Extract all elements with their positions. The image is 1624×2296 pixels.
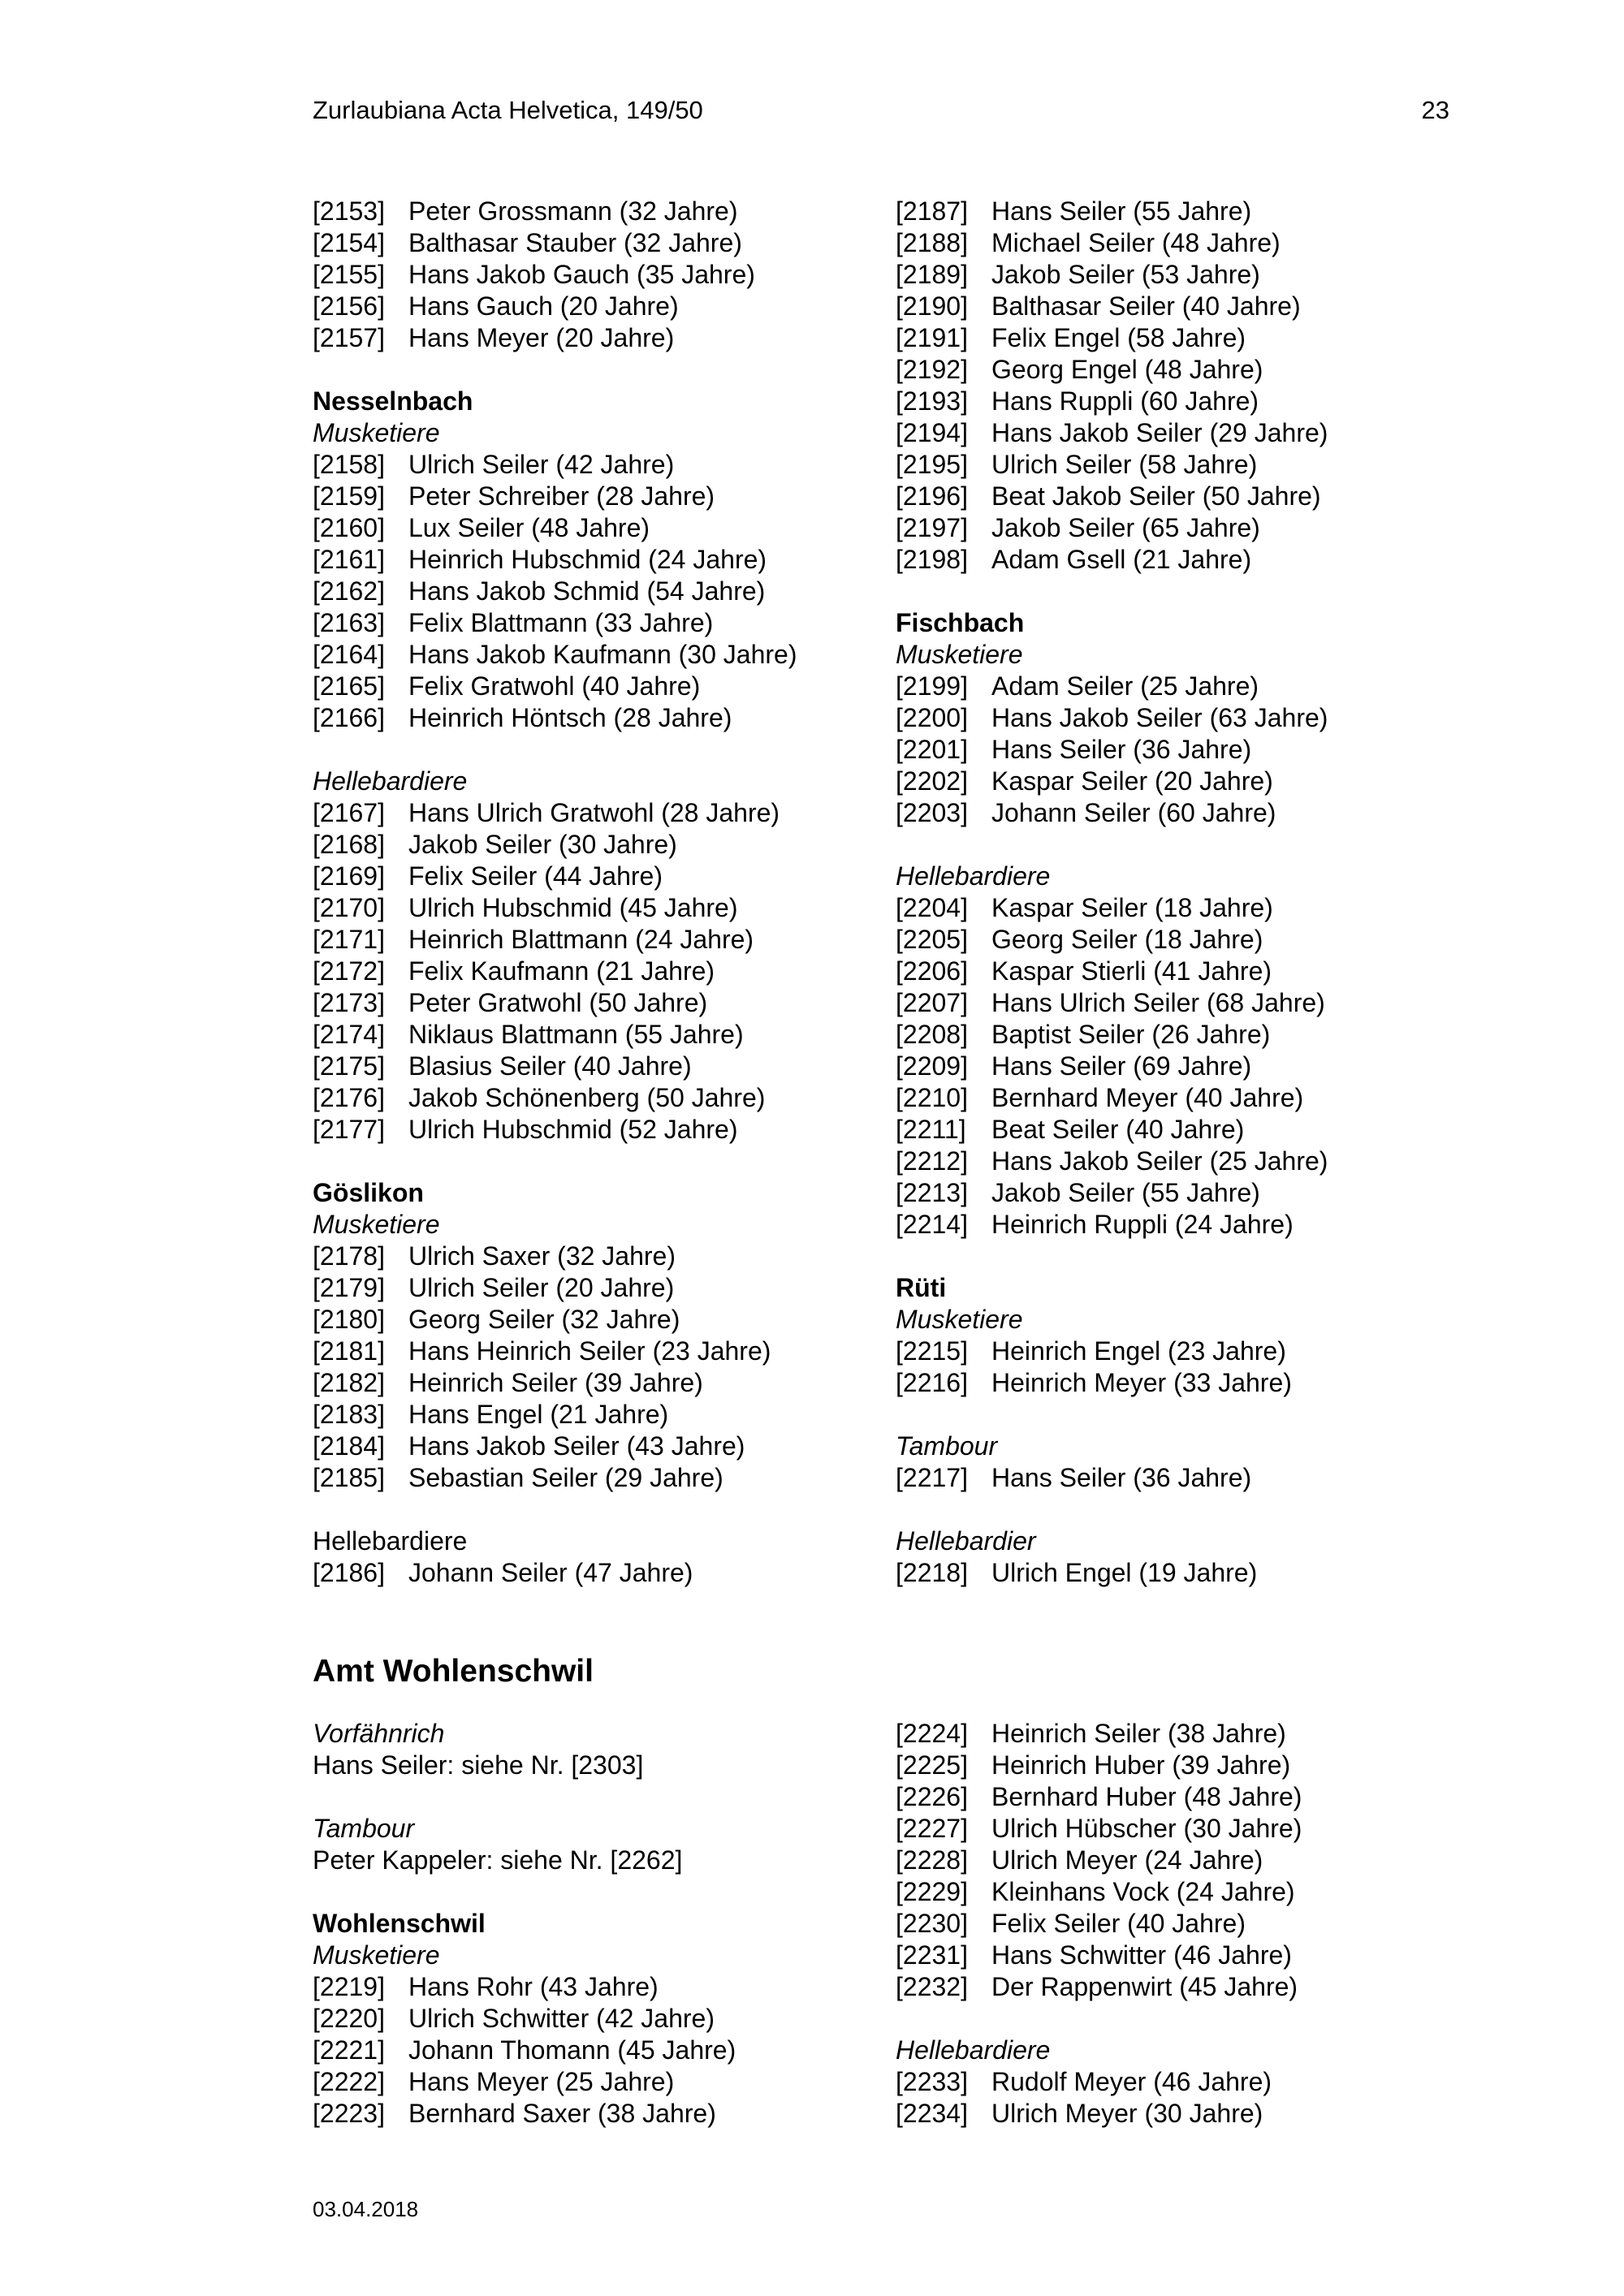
footer-date: 03.04.2018 [313,2197,419,2221]
list-item: [2228] Ulrich Meyer (24 Jahre) [896,1845,1263,1875]
list-item: [2193] Hans Ruppli (60 Jahre) [896,386,1259,416]
list-item: [2234] Ulrich Meyer (30 Jahre) [896,2099,1263,2128]
list-item: [2200] Hans Jakob Seiler (63 Jahre) [896,703,1328,732]
list-item: [2181] Hans Heinrich Seiler (23 Jahre) [313,1336,771,1366]
list-item: [2165] Felix Gratwohl (40 Jahre) [313,671,701,701]
list-item: [2231] Hans Schwitter (46 Jahre) [896,1940,1292,1970]
list-item: [2191] Felix Engel (58 Jahre) [896,323,1246,352]
list-item: [2218] Ulrich Engel (19 Jahre) [896,1558,1258,1587]
list-item: [2169] Felix Seiler (44 Jahre) [313,861,663,891]
right-column [896,196,1448,1589]
list-item: [2170] Ulrich Hubschmid (45 Jahre) [313,893,738,922]
list-item: [2225] Heinrich Huber (39 Jahre) [896,1750,1291,1780]
list-item: [2153] Peter Grossmann (32 Jahre) [313,196,738,226]
list-item: [2178] Ulrich Saxer (32 Jahre) [313,1241,676,1271]
role-heading: Musketiere [313,1940,440,1970]
page-header [313,96,1449,135]
role-heading: Hellebardiere [313,1526,468,1556]
place-heading: Fischbach [896,608,1025,637]
list-item: [2164] Hans Jakob Kaufmann (30 Jahre) [313,640,797,669]
list-item: [2232] Der Rappenwirt (45 Jahre) [896,1972,1298,2001]
list-item: [2173] Peter Gratwohl (50 Jahre) [313,988,708,1017]
list-item: [2160] Lux Seiler (48 Jahre) [313,513,650,542]
place-heading: Rüti [896,1273,947,1302]
role-heading: Hellebardiere [313,766,468,796]
list-item: [2189] Jakob Seiler (53 Jahre) [896,260,1260,289]
list-item: [2204] Kaspar Seiler (18 Jahre) [896,893,1273,922]
list-item: [2194] Hans Jakob Seiler (29 Jahre) [896,418,1328,447]
list-item: [2168] Jakob Seiler (30 Jahre) [313,830,677,859]
list-item: [2184] Hans Jakob Seiler (43 Jahre) [313,1431,745,1461]
list-item: [2190] Balthasar Seiler (40 Jahre) [896,291,1301,321]
list-item: [2188] Michael Seiler (48 Jahre) [896,228,1281,257]
list-item: [2223] Bernhard Saxer (38 Jahre) [313,2099,716,2128]
list-item: [2167] Hans Ulrich Gratwohl (28 Jahre) [313,798,780,827]
list-item: [2202] Kaspar Seiler (20 Jahre) [896,766,1273,796]
list-item: [2213] Jakob Seiler (55 Jahre) [896,1178,1260,1207]
amt-right-column [896,1718,1448,2130]
list-item: [2182] Heinrich Seiler (39 Jahre) [313,1368,703,1397]
list-item: [2209] Hans Seiler (69 Jahre) [896,1051,1252,1081]
list-item: [2186] Johann Seiler (47 Jahre) [313,1558,693,1587]
role-heading: Vorfähnrich [313,1719,445,1748]
role-heading: Musketiere [313,1210,440,1239]
place-heading: Göslikon [313,1178,424,1207]
role-heading: Tambour [313,1814,415,1843]
list-item: [2157] Hans Meyer (20 Jahre) [313,323,675,352]
list-item: [2179] Ulrich Seiler (20 Jahre) [313,1273,675,1302]
list-item: [2159] Peter Schreiber (28 Jahre) [313,481,715,511]
list-item: [2195] Ulrich Seiler (58 Jahre) [896,450,1258,479]
list-item: [2203] Johann Seiler (60 Jahre) [896,798,1276,827]
section-heading: Amt Wohlenschwil [313,1654,594,1689]
list-item: [2174] Niklaus Blattmann (55 Jahre) [313,1020,744,1049]
amt-left-column [313,1718,865,2130]
list-item: [2154] Balthasar Stauber (32 Jahre) [313,228,742,257]
list-item: [2172] Felix Kaufmann (21 Jahre) [313,956,715,986]
list-item: [2224] Heinrich Seiler (38 Jahre) [896,1719,1286,1748]
list-item: [2221] Johann Thomann (45 Jahre) [313,2035,736,2065]
page-number: 23 [1421,96,1449,124]
list-item: [2233] Rudolf Meyer (46 Jahre) [896,2067,1272,2096]
list-item: [2197] Jakob Seiler (65 Jahre) [896,513,1260,542]
list-item: [2187] Hans Seiler (55 Jahre) [896,196,1252,226]
list-item: [2196] Beat Jakob Seiler (50 Jahre) [896,481,1321,511]
list-item: [2155] Hans Jakob Gauch (35 Jahre) [313,260,755,289]
list-item: [2201] Hans Seiler (36 Jahre) [896,735,1252,764]
role-heading: Hellebardier [896,1526,1036,1556]
list-item: [2163] Felix Blattmann (33 Jahre) [313,608,714,637]
running-title: Zurlaubiana Acta Helvetica, 149/50 [313,96,703,124]
role-heading: Musketiere [896,640,1023,669]
list-item: [2230] Felix Seiler (40 Jahre) [896,1909,1246,1938]
list-item: [2208] Baptist Seiler (26 Jahre) [896,1020,1271,1049]
list-item: [2229] Kleinhans Vock (24 Jahre) [896,1877,1295,1906]
list-item: [2227] Ulrich Hübscher (30 Jahre) [896,1814,1302,1843]
list-item: [2198] Adam Gsell (21 Jahre) [896,545,1252,574]
list-item: [2207] Hans Ulrich Seiler (68 Jahre) [896,988,1325,1017]
role-heading: Musketiere [313,418,440,447]
list-item: [2220] Ulrich Schwitter (42 Jahre) [313,2004,715,2033]
list-item: [2219] Hans Rohr (43 Jahre) [313,1972,659,2001]
list-item: [2210] Bernhard Meyer (40 Jahre) [896,1083,1304,1112]
list-item: [2176] Jakob Schönenberg (50 Jahre) [313,1083,766,1112]
list-item: [2177] Ulrich Hubschmid (52 Jahre) [313,1115,738,1144]
role-heading: Musketiere [896,1305,1023,1334]
list-item: [2171] Heinrich Blattmann (24 Jahre) [313,925,754,954]
list-item: [2217] Hans Seiler (36 Jahre) [896,1463,1252,1492]
list-item: [2226] Bernhard Huber (48 Jahre) [896,1782,1302,1811]
list-item: [2222] Hans Meyer (25 Jahre) [313,2067,675,2096]
list-item: [2215] Heinrich Engel (23 Jahre) [896,1336,1286,1366]
cross-reference: Peter Kappeler: siehe Nr. [2262] [313,1845,683,1875]
list-item: [2185] Sebastian Seiler (29 Jahre) [313,1463,723,1492]
list-item: [2205] Georg Seiler (18 Jahre) [896,925,1263,954]
list-item: [2180] Georg Seiler (32 Jahre) [313,1305,680,1334]
role-heading: Hellebardiere [896,861,1051,891]
cross-reference: Hans Seiler: siehe Nr. [2303] [313,1750,644,1780]
list-item: [2192] Georg Engel (48 Jahre) [896,355,1263,384]
list-item: [2206] Kaspar Stierli (41 Jahre) [896,956,1272,986]
role-heading: Hellebardiere [896,2035,1051,2065]
list-item: [2162] Hans Jakob Schmid (54 Jahre) [313,576,766,606]
role-heading: Tambour [896,1431,998,1461]
list-item: [2212] Hans Jakob Seiler (25 Jahre) [896,1146,1328,1176]
list-item: [2175] Blasius Seiler (40 Jahre) [313,1051,692,1081]
place-heading: Wohlenschwil [313,1909,486,1938]
list-item: [2216] Heinrich Meyer (33 Jahre) [896,1368,1292,1397]
list-item: [2183] Hans Engel (21 Jahre) [313,1400,669,1429]
list-item: [2214] Heinrich Ruppli (24 Jahre) [896,1210,1294,1239]
left-column [313,196,865,1589]
list-item: [2158] Ulrich Seiler (42 Jahre) [313,450,675,479]
list-item: [2211] Beat Seiler (40 Jahre) [896,1115,1245,1144]
list-item: [2199] Adam Seiler (25 Jahre) [896,671,1259,701]
list-item: [2156] Hans Gauch (20 Jahre) [313,291,679,321]
list-item: [2161] Heinrich Hubschmid (24 Jahre) [313,545,767,574]
list-item: [2166] Heinrich Höntsch (28 Jahre) [313,703,732,732]
place-heading: Nesselnbach [313,386,473,416]
